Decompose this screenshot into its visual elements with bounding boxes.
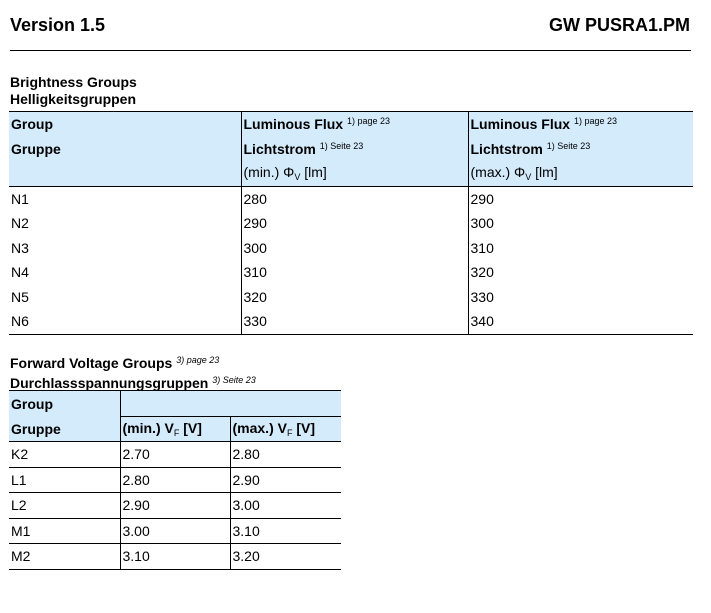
brightness-cell-min: 300: [241, 236, 468, 261]
voltage-row: [9, 493, 341, 519]
col-group-en: Group: [11, 116, 53, 133]
voltage-cell-min: 3.00: [120, 518, 230, 544]
col-group-de: Gruppe: [11, 140, 61, 157]
brightness-cell-group: N4: [11, 264, 29, 281]
brightness-row: [9, 285, 693, 310]
voltage-title-de: Durchlassspannungsgruppen $^{3) Seite 23}$: [10, 375, 256, 391]
voltage-row: [9, 518, 341, 544]
brightness-cell-group: N2: [11, 215, 29, 232]
brightness-cell-max: 320: [468, 260, 693, 285]
voltage-cell-min: 2.90: [120, 493, 230, 519]
brightness-row: [9, 186, 693, 211]
brightness-cell-min: 310: [241, 260, 468, 285]
col-flux-en-max: Luminous Flux $^{1) page 23}$: [468, 112, 693, 137]
voltage-table: [9, 390, 341, 570]
brightness-table: [9, 111, 693, 335]
voltage-cell-group: M1: [11, 522, 31, 539]
voltage-cell-max: 2.90: [230, 467, 341, 493]
voltage-cell-group: L1: [11, 471, 27, 488]
brightness-cell-max: 290: [468, 186, 693, 211]
brightness-cell-max: 310: [468, 236, 693, 261]
voltage-cell-max: 2.80: [230, 442, 341, 468]
brightness-cell-min: 290: [241, 211, 468, 236]
brightness-cell-max: 330: [468, 285, 693, 310]
brightness-cell-group: N5: [11, 288, 29, 305]
col-flux-en: Luminous Flux $^{1) page 23}$: [241, 112, 468, 137]
voltage-cell-max: 3.00: [230, 493, 341, 519]
brightness-row: [9, 211, 693, 236]
brightness-row: [9, 260, 693, 285]
voltage-title-en: Forward Voltage Groups $^{3) page 23}$: [10, 355, 220, 371]
col-flux-de-max: Lichtstrom $^{1) Seite 23}$: [468, 137, 693, 162]
brightness-cell-max: 300: [468, 211, 693, 236]
brightness-title-de: Helligkeitsgruppen: [10, 91, 137, 107]
voltage-cell-group: K2: [11, 446, 29, 463]
voltage-title: [10, 352, 256, 392]
brightness-cell-min: 320: [241, 285, 468, 310]
brightness-title-en: Brightness Groups: [10, 74, 137, 90]
brightness-row: [9, 236, 693, 261]
col-max-flux: (max.) $\Phi_V$ [lm]: [468, 161, 693, 186]
voltage-cell-min: 2.80: [120, 467, 230, 493]
voltage-cell-max: 3.10: [230, 518, 341, 544]
brightness-cell-min: 330: [241, 309, 468, 334]
brightness-cell-min: 280: [241, 186, 468, 211]
header-divider: [10, 50, 691, 51]
v-col-group-de: Gruppe: [11, 420, 61, 437]
voltage-cell-min: 2.70: [120, 442, 230, 468]
voltage-cell-group: M2: [11, 548, 31, 565]
brightness-cell-group: N3: [11, 239, 29, 256]
voltage-cell-group: L2: [11, 497, 27, 514]
voltage-row: [9, 467, 341, 493]
voltage-cell-min: 3.10: [120, 544, 230, 570]
voltage-cell-max: 3.20: [230, 544, 341, 570]
version-label: Version 1.5: [10, 15, 106, 35]
brightness-title: [10, 74, 137, 108]
brightness-row: [9, 309, 693, 334]
v-col-min: (min.) $V_F$ [V]: [120, 416, 230, 442]
brightness-cell-group: N1: [11, 190, 29, 207]
col-min-flux: (min.) $\Phi_V$ [lm]: [241, 161, 468, 186]
col-flux-de: Lichtstrom $^{1) Seite 23}$: [241, 137, 468, 162]
voltage-row: [9, 544, 341, 570]
v-col-max: (max.) $V_F$ [V]: [230, 416, 341, 442]
v-col-group-en: Group: [11, 395, 53, 412]
brightness-cell-max: 340: [468, 309, 693, 334]
voltage-row: [9, 442, 341, 468]
document-id: GW PUSRA1.PM: [548, 15, 690, 35]
brightness-cell-group: N6: [11, 313, 29, 330]
